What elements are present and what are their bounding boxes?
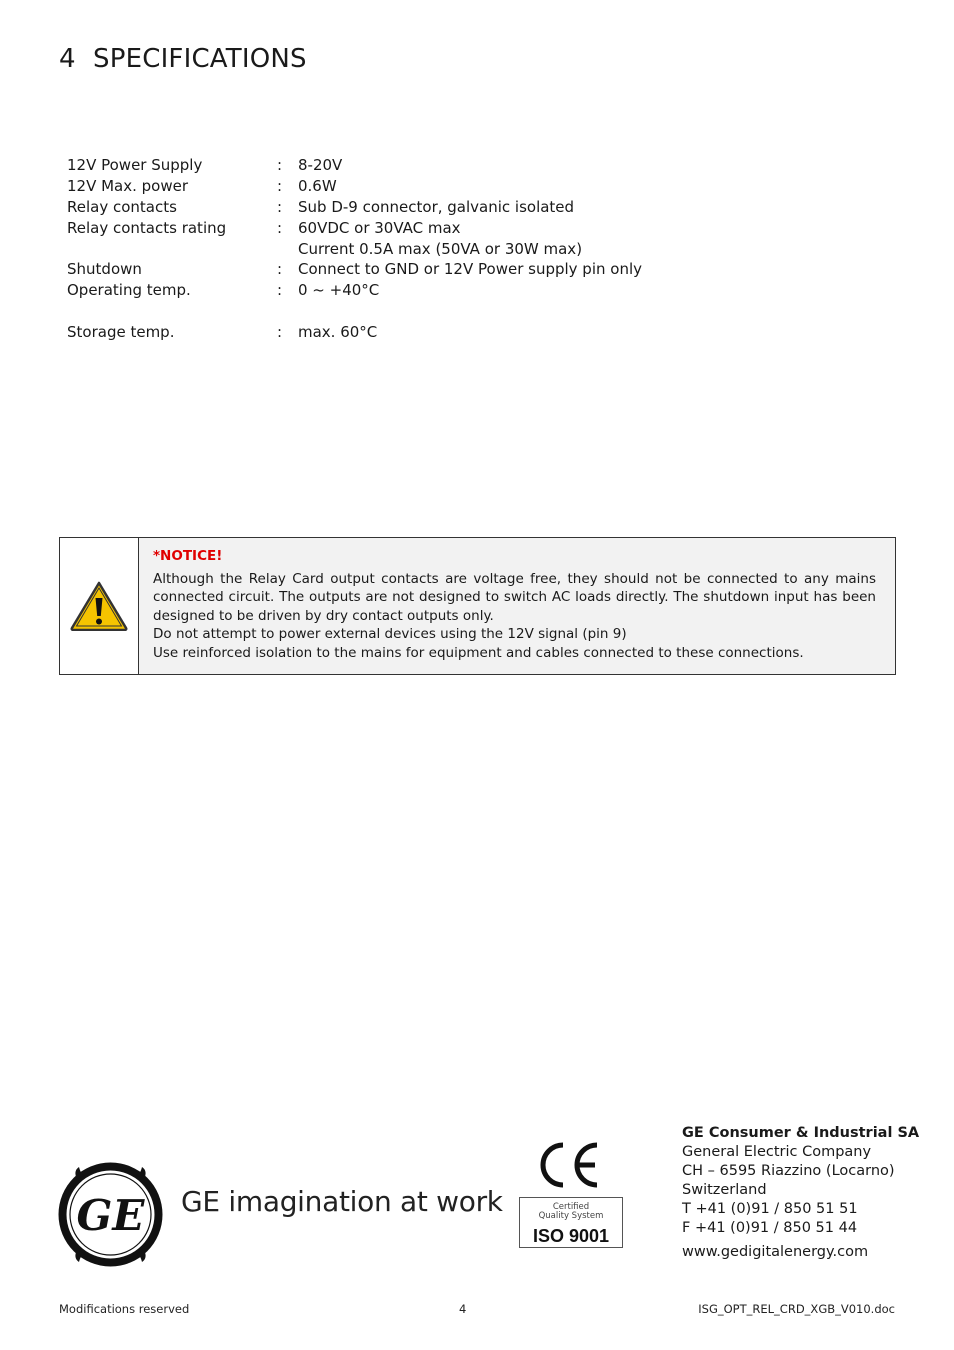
address-line: Switzerland bbox=[682, 1182, 767, 1198]
page-number: 4 bbox=[459, 1302, 467, 1316]
iso-9001-badge bbox=[519, 1197, 623, 1248]
ge-logo bbox=[57, 1161, 164, 1268]
spec-colon: : bbox=[277, 177, 283, 195]
spec-label: 12V Power Supply bbox=[67, 156, 203, 174]
spec-label: Operating temp. bbox=[67, 281, 191, 299]
notice-text bbox=[153, 547, 876, 662]
notice-box bbox=[59, 537, 896, 675]
notice-paragraph: Use reinforced isolation to the mains for equipment and cables connected to these connections. bbox=[153, 644, 804, 661]
phone-number: T +41 (0)91 / 850 51 51 bbox=[682, 1201, 858, 1217]
fax-number: F +41 (0)91 / 850 51 44 bbox=[682, 1220, 858, 1236]
iso-big-text: ISO 9001 bbox=[532, 1226, 610, 1246]
spec-label: Storage temp. bbox=[67, 323, 175, 341]
section-number: 4 bbox=[59, 44, 76, 74]
tagline: GE imagination at work bbox=[181, 1185, 503, 1218]
iso-small-text: Quality System bbox=[538, 1211, 604, 1221]
spec-label: 12V Max. power bbox=[67, 177, 189, 195]
spec-colon: : bbox=[277, 260, 283, 278]
iso-small-text: Certified bbox=[552, 1202, 590, 1212]
spec-value: 0 ~ +40°C bbox=[298, 281, 380, 299]
address-line: General Electric Company bbox=[682, 1144, 872, 1160]
spec-colon: : bbox=[277, 219, 283, 237]
notice-paragraph: Do not attempt to power external devices using the 12V signal (pin 9) bbox=[153, 626, 627, 642]
footer-document-name: ISG_OPT_REL_CRD_XGB_V010.doc bbox=[698, 1302, 895, 1316]
spec-label: Relay contacts rating bbox=[67, 219, 227, 237]
spec-value-line2: Current 0.5A max (50VA or 30W max) bbox=[298, 240, 583, 258]
spec-colon: : bbox=[277, 281, 283, 299]
spec-value: max. 60°C bbox=[298, 323, 378, 341]
company-address bbox=[682, 1124, 919, 1262]
notice-title: *NOTICE! bbox=[153, 548, 223, 564]
website-link[interactable]: www.gedigitalenergy.com bbox=[682, 1244, 869, 1260]
ge-logo-text: GE bbox=[76, 1191, 145, 1240]
section-title: SPECIFICATIONS bbox=[93, 44, 307, 74]
ce-mark-icon bbox=[533, 1141, 603, 1189]
spec-label: Shutdown bbox=[67, 260, 142, 278]
section-heading bbox=[59, 44, 307, 74]
spec-value: 0.6W bbox=[298, 177, 337, 195]
company-name: GE Consumer & Industrial SA bbox=[682, 1125, 920, 1141]
spec-value: 8-20V bbox=[298, 156, 343, 174]
warning-triangle-icon bbox=[70, 581, 128, 631]
spec-label: Relay contacts bbox=[67, 198, 177, 216]
spec-colon: : bbox=[277, 198, 283, 216]
spec-value: Sub D-9 connector, galvanic isolated bbox=[298, 198, 575, 216]
spec-colon: : bbox=[277, 323, 283, 341]
notice-paragraph: Although the Relay Card output contacts are voltage free, they should not be connected to any mains connected circuit. The outputs are not designed to switch AC loads directly. The shutdown input has been designed to be driven by dry contact outputs only. bbox=[153, 570, 876, 624]
footer-left: Modifications reserved bbox=[59, 1302, 190, 1316]
spec-value: Connect to GND or 12V Power supply pin only bbox=[298, 260, 642, 278]
address-line: CH – 6595 Riazzino (Locarno) bbox=[682, 1163, 895, 1179]
spec-colon: : bbox=[277, 156, 283, 174]
spec-value: 60VDC or 30VAC max bbox=[298, 219, 461, 237]
notice-icon-cell bbox=[60, 538, 139, 674]
